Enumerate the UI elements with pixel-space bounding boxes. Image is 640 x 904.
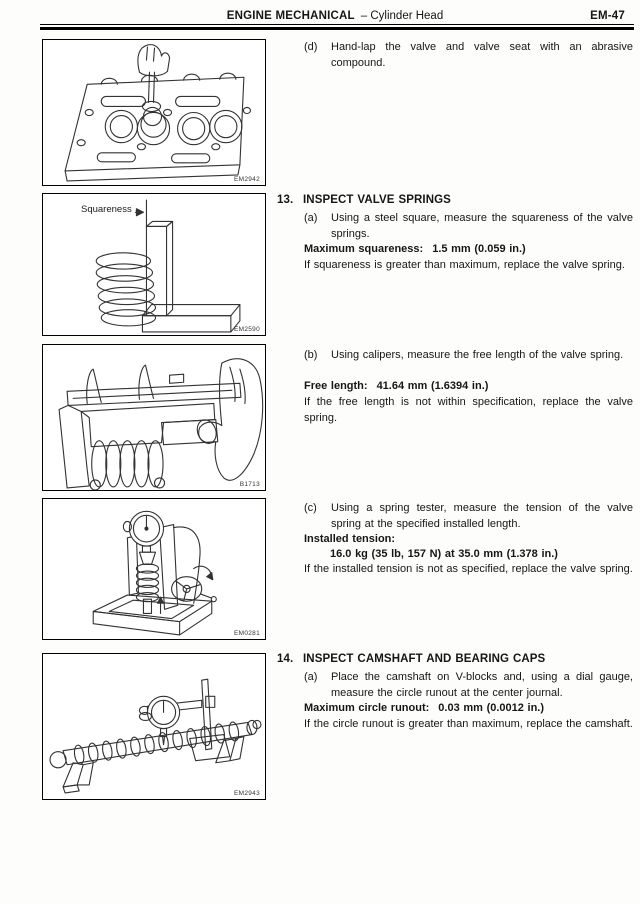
figure-spring-tester bbox=[42, 498, 266, 640]
step-marker: (c) bbox=[304, 502, 317, 514]
figure-code: EM2590 bbox=[233, 326, 260, 333]
note-installed-tension: If the installed tension is not as specified, replace the valve spring. bbox=[304, 563, 633, 575]
step-13a bbox=[277, 211, 633, 242]
step-d bbox=[277, 40, 633, 71]
step-14a bbox=[277, 670, 633, 701]
figure-code: EM2943 bbox=[233, 790, 260, 797]
note-circle-runout: If the circle runout is greater than maximum, replace the camshaft. bbox=[304, 718, 633, 730]
note-free-length: If the free length is not within specification, replace the valve spring. bbox=[304, 396, 633, 424]
figure-code: EM0281 bbox=[233, 630, 260, 637]
step-marker: (a) bbox=[304, 212, 318, 224]
spec-circle-runout bbox=[277, 701, 633, 717]
spec-label: Maximum circle runout: bbox=[304, 702, 430, 714]
step-marker: (b) bbox=[304, 349, 318, 361]
section-number: 13. bbox=[277, 194, 294, 206]
step-text: Hand-lap the valve and valve seat with an abrasive compound. bbox=[331, 41, 633, 69]
section-14-heading bbox=[277, 652, 633, 668]
header-rule-thin bbox=[40, 24, 634, 25]
step-marker: (a) bbox=[304, 671, 318, 683]
squareness-annotation: Squareness bbox=[81, 204, 132, 215]
section-title: INSPECT VALVE SPRINGS bbox=[303, 194, 451, 206]
note-squareness: If squareness is greater than maximum, replace the valve spring. bbox=[304, 259, 625, 271]
figure-valve-lapping bbox=[42, 39, 266, 186]
spec-value: 1.5 mm (0.059 in.) bbox=[432, 243, 526, 255]
section-title: INSPECT CAMSHAFT AND BEARING CAPS bbox=[303, 653, 546, 665]
spec-label: Maximum squareness: bbox=[304, 243, 424, 255]
page-header-title bbox=[15, 10, 640, 22]
spec-value: 41.64 mm (1.6394 in.) bbox=[376, 380, 489, 392]
step-text: Using a spring tester, measure the tension of the valve spring at the specified installed length. bbox=[331, 502, 633, 530]
step-text: Using a steel square, measure the squareness of the valve springs. bbox=[331, 212, 633, 240]
spec-installed-tension-value: 16.0 kg (35 lb, 157 N) at 35.0 mm (1.378 in.) bbox=[330, 548, 558, 560]
step-text: Using calipers, measure the free length of the valve spring. bbox=[331, 349, 624, 361]
figure-code: B1713 bbox=[239, 481, 260, 488]
step-13c bbox=[277, 501, 633, 532]
spec-free-length bbox=[277, 379, 633, 395]
caliper-illustration bbox=[43, 345, 265, 490]
section-number: 14. bbox=[277, 653, 294, 665]
step-marker: (d) bbox=[304, 41, 318, 53]
header-rule-thick bbox=[40, 27, 634, 30]
header-page-number: EM-47 bbox=[590, 10, 625, 22]
header-section: ENGINE MECHANICAL bbox=[226, 10, 355, 22]
section-13-heading bbox=[277, 193, 633, 209]
figure-spring-free-length bbox=[42, 344, 266, 491]
figure-camshaft-runout bbox=[42, 653, 266, 800]
valve-lapping-illustration bbox=[43, 40, 265, 185]
spec-label: Free length: bbox=[304, 380, 368, 392]
step-13b bbox=[277, 348, 633, 364]
figure-spring-squareness bbox=[42, 193, 266, 336]
spring-tester-illustration bbox=[43, 499, 265, 639]
spec-installed-tension-label: Installed tension: bbox=[304, 533, 396, 545]
header-subsection: – Cylinder Head bbox=[360, 10, 444, 22]
spec-value: 0.03 mm (0.0012 in.) bbox=[438, 702, 545, 714]
camshaft-illustration bbox=[43, 654, 265, 799]
figure-code: EM2942 bbox=[233, 176, 260, 183]
spring-squareness-illustration bbox=[43, 194, 265, 335]
spec-max-squareness bbox=[277, 242, 633, 258]
step-text: Place the camshaft on V-blocks and, using a dial gauge, measure the circle runout at the center journal. bbox=[331, 671, 633, 699]
